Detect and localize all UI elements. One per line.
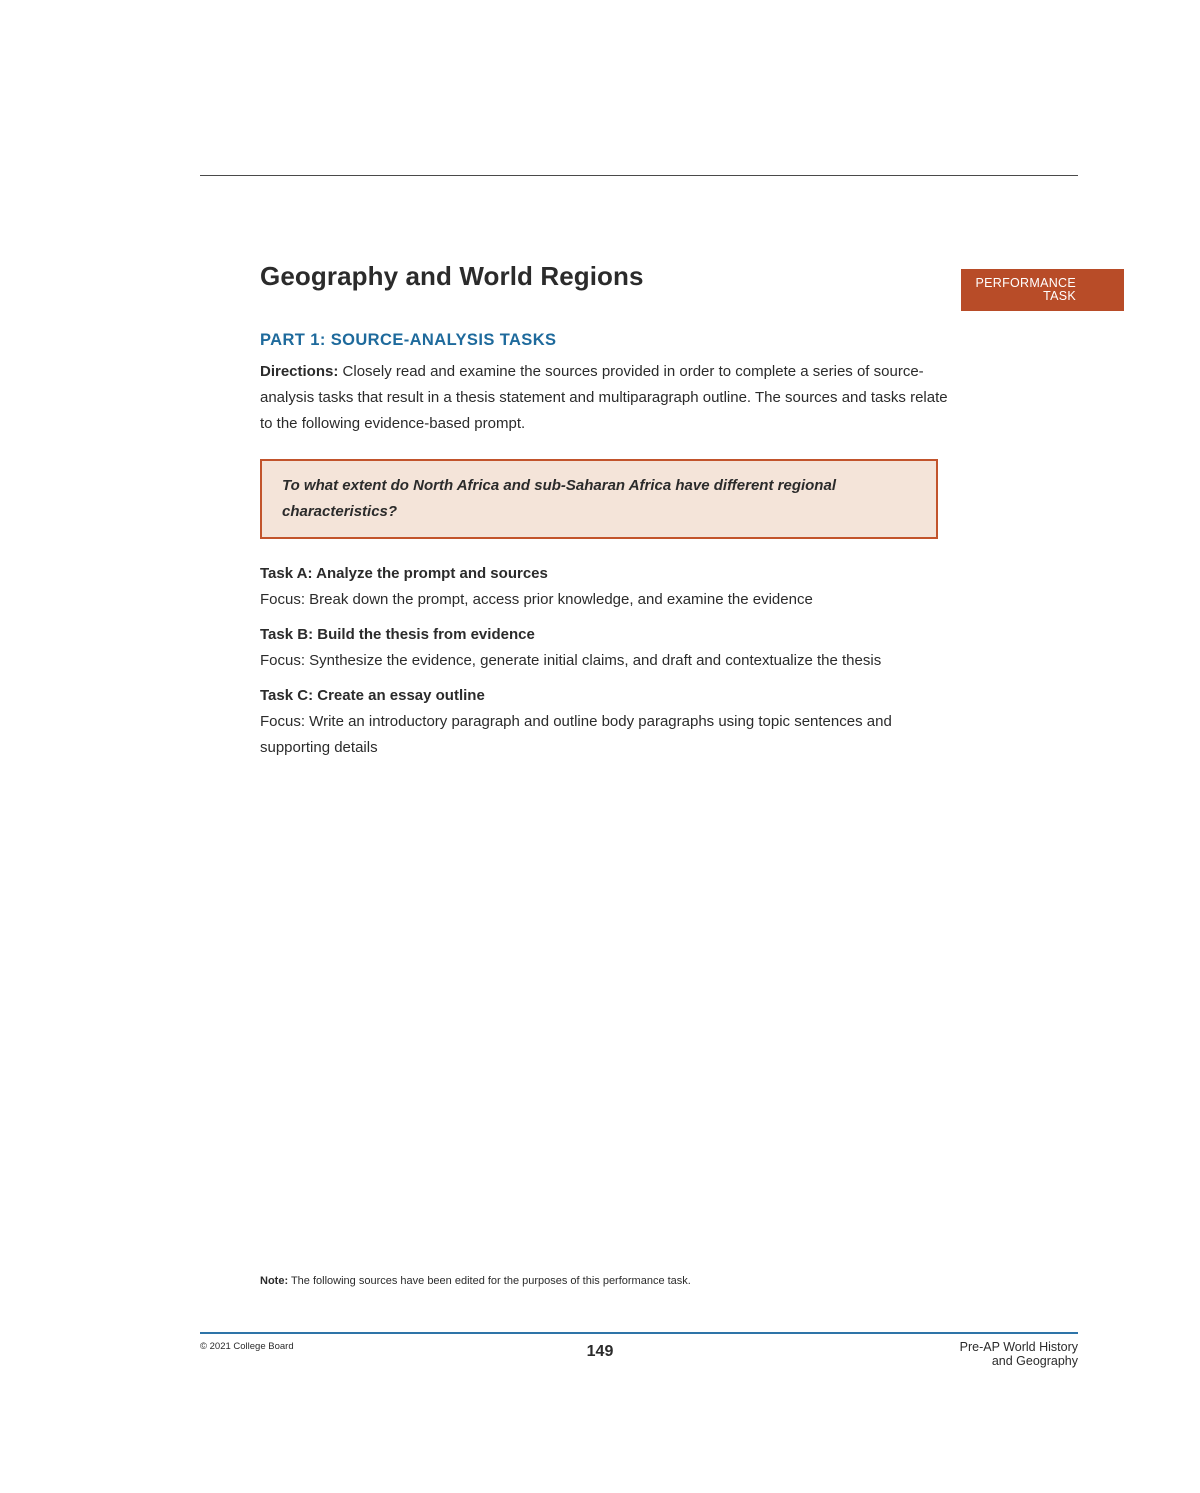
prompt-box [260,459,938,539]
page-number: 149 [586,1343,614,1360]
performance-task-badge [961,269,1124,311]
directions-label: Directions: [260,363,339,380]
badge-line-2: TASK [1043,289,1076,303]
task-b-title: Task B: Build the thesis from evidence [260,626,535,643]
task-b [260,622,950,674]
section-heading: PART 1: SOURCE-ANALYSIS TASKS [260,331,557,349]
task-c-title: Task C: Create an essay outline [260,687,485,704]
footer-divider [200,1332,1078,1334]
course-name-line-2: and Geography [991,1354,1078,1368]
copyright: © 2021 College Board [200,1341,294,1352]
task-a [260,561,950,613]
header-divider [200,175,1078,176]
badge-line-1: PERFORMANCE [975,276,1076,290]
task-a-focus: Focus: Break down the prompt, access prior knowledge, and examine the evidence [260,591,813,608]
note-label: Note: [260,1275,289,1287]
edit-note [260,1275,691,1287]
directions-paragraph [260,359,950,437]
course-name [878,1340,1078,1368]
page-title: Geography and World Regions [260,261,644,291]
prompt-text: To what extent do North Africa and sub-Saharan Africa have different regional characteristics? [282,477,836,520]
directions-text: Closely read and examine the sources provided in order to complete a series of source-analysis tasks that result in a thesis statement and multiparagraph outline. The sources and tasks relate to the following evidence-based prompt. [260,363,948,432]
task-c [260,683,950,761]
course-name-line-1: Pre-AP World History [959,1340,1078,1354]
task-b-focus: Focus: Synthesize the evidence, generate initial claims, and draft and contextualize the thesis [260,652,882,669]
task-c-focus: Focus: Write an introductory paragraph and outline body paragraphs using topic sentences and supporting details [260,713,892,756]
note-text: The following sources have been edited for the purposes of this performance task. [288,1275,691,1287]
task-a-title: Task A: Analyze the prompt and sources [260,565,548,582]
